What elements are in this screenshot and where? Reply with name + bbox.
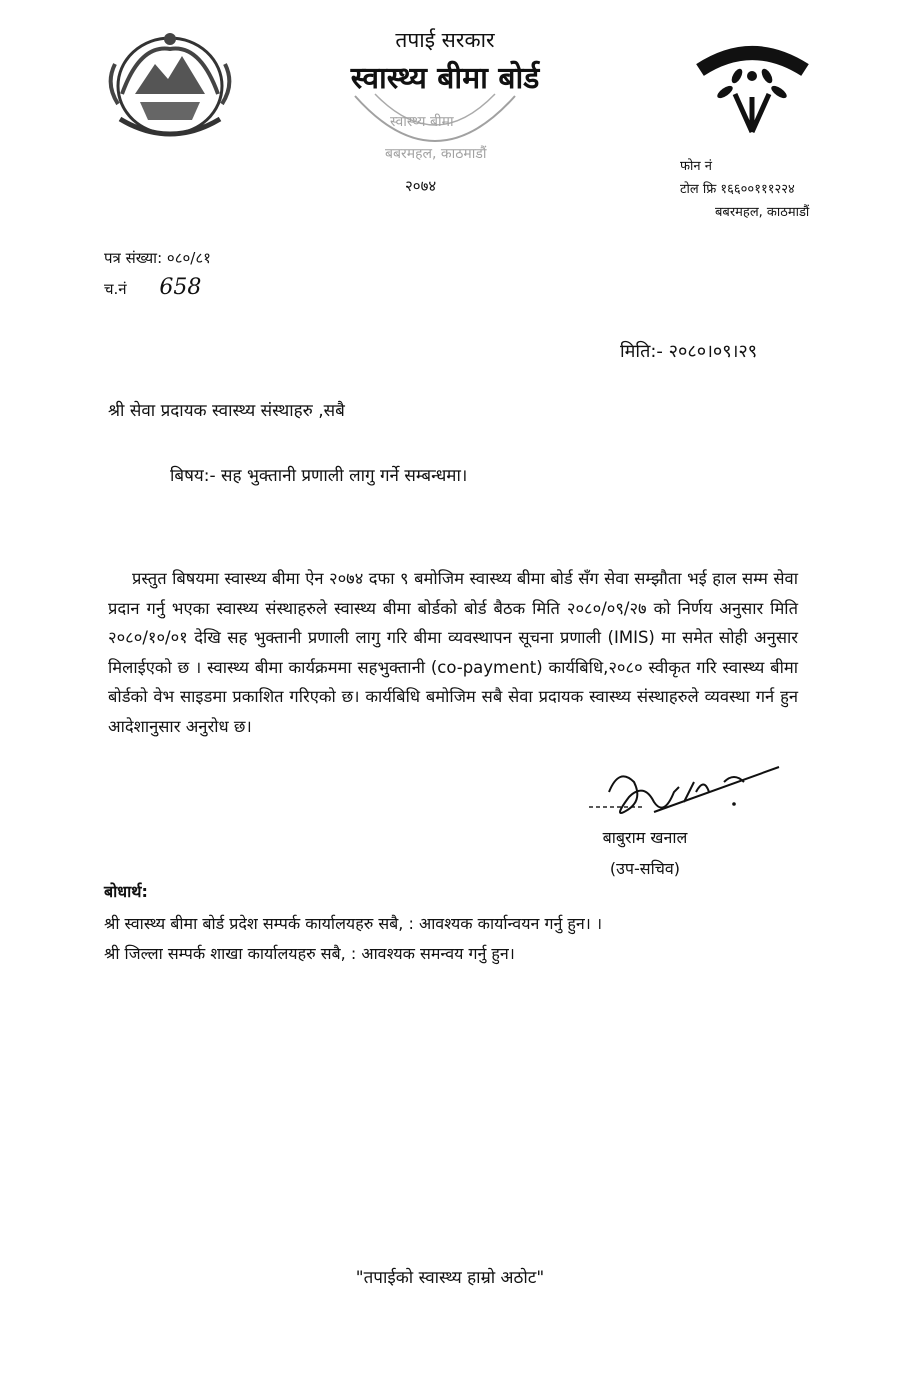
letter-body: प्रस्तुत बिषयमा स्वास्थ्य बीमा ऐन २०७४ दफा ९ बमोजिम स्वास्थ्य बीमा बोर्ड सँग सेवा सम्झौता भई हाल सम्म सेवा प्रदान गर्नु भएका स्वास्थ्य संस्थाहरुले स्वास्थ्य बीमा बोर्डको बोर्ड बैठक मिति २०८०/०९/२७ को निर्णय अनुसार मिति २०८०/१०/०१ देखि सह भुक्तानी प्रणाली लागु गरि बीमा व्यवस्थापन सूचना प्रणाली (IMIS) मा समेत सोही अनुसार मिलाईएको छ । स्वास्थ्य बीमा कार्यक्रममा सहभुक्तानी (co-payment) कार्यबिधि,२०८० स्वीकृत गरि स्वास्थ्य बीमा बोर्डको वेभ साइडमा प्रकाशित गरिएको छ। कार्यबिधि बमोजिम सबै सेवा प्रदायक स्वास्थ्य संस्थाहरुले व्यवस्था गर्न हुन आदेशानुसार अनुरोध छ। [108, 569, 798, 736]
nepal-emblem-icon [100, 24, 240, 142]
cn-label: च.नं [104, 280, 127, 298]
recipient: श्री सेवा प्रदायक स्वास्थ्य संस्थाहरु ,सबै [108, 401, 345, 421]
signatory-title: (उप-सचिव) [609, 859, 681, 878]
cc-list [104, 909, 602, 969]
letter-number: पत्र संख्या: ०८०/८१ [104, 249, 211, 267]
signatory-name: बाबुराम खनाल [602, 828, 688, 847]
established-year: २०७४ [405, 177, 437, 195]
letter-date: मिति:- २०८०।०९।२९ [620, 341, 758, 362]
signatory-block [585, 822, 705, 884]
svg-text:बबरमहल, काठमाडौं: बबरमहल, काठमाडौं [385, 146, 487, 162]
office-stamp-icon [345, 86, 525, 176]
government-label: तपाई सरकार [395, 28, 495, 52]
address: बबरमहल, काठमाडौं [715, 205, 810, 220]
toll-free-number: टोल फ्रि १६६००१११२२४ [680, 182, 795, 197]
reference-block [104, 243, 211, 304]
subject-line: बिषय:- सह भुक्तानी प्रणाली लागु गर्ने सम्बन्धमा। [170, 466, 468, 486]
contact-block [680, 155, 809, 224]
cc-heading: बोधार्थ: [104, 882, 148, 901]
cn-number: 658 [159, 275, 202, 300]
svg-text:स्वास्थ्य बीमा: स्वास्थ्य बीमा [390, 114, 454, 130]
cc-line: श्री जिल्ला सम्पर्क शाखा कार्यालयहरु सबै, : आवश्यक समन्वय गर्नु हुन। [104, 944, 515, 963]
phone-label: फोन नं [680, 159, 712, 174]
health-insurance-logo-icon [695, 42, 810, 142]
cn-row [104, 273, 211, 304]
board-name: स्वास्थ्य बीमा बोर्ड [350, 61, 540, 96]
cc-line: श्री स्वास्थ्य बीमा बोर्ड प्रदेश सम्पर्क कार्यालयहरु सबै, : आवश्यक कार्यान्वयन गर्नु हुन। । [104, 914, 603, 933]
motto: "तपाईको स्वास्थ्य हाम्रो अठोट" [355, 1268, 545, 1288]
